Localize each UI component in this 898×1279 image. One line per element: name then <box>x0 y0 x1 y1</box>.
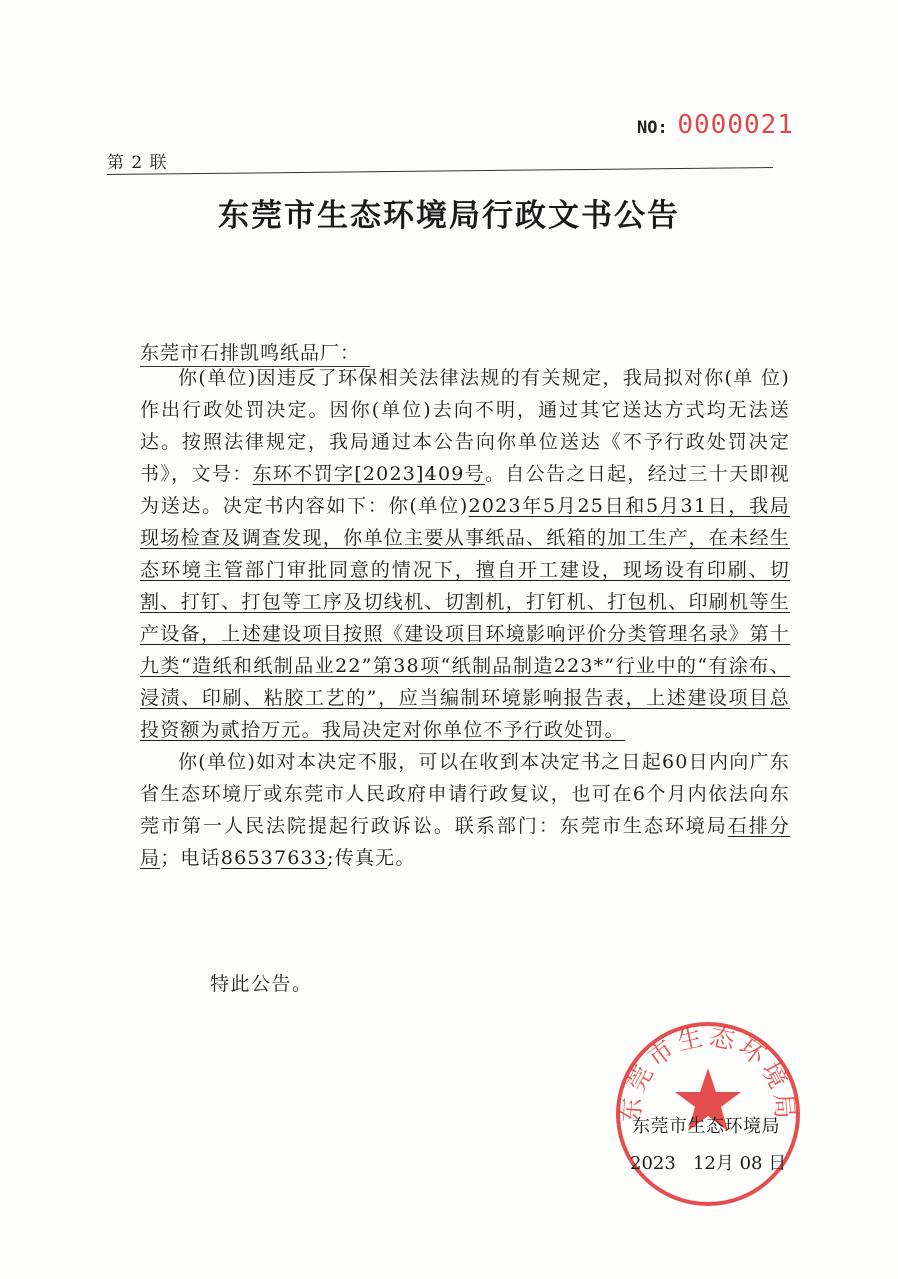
issuer-name: 东莞市生态环境局 <box>632 1116 780 1137</box>
branch-office: 石排分局 <box>140 815 790 869</box>
document-number: 东环不罚字[2023]409号 <box>252 463 485 485</box>
paragraph-appeal <box>140 746 790 874</box>
copy-label: 第 2 联 <box>107 153 168 173</box>
decision-content: 2023年5月25日和5月31日，我局现场检查及调查发现，你单位主要从事纸品、纸箱的加工生产，在未经生态环境主管部门审批同意的情况下，擅自开工建设，现场设有印刷、切割、打钉、打包等工序及切线机、切割机，打钉机、打包机、印刷机等生产设备，上述建设项目按照《建设项目环境影响评价分类管理名录》第十九类“造纸和纸制品业22”第38项“纸制品制造223*”行业中的“有涂布、浸渍、印刷、粘胶工艺的”，应当编制环境影响报告表，上述建设项目总投资额为贰拾万元。我局决定对你单位不予行政处罚。 <box>140 495 790 741</box>
serial-number-block <box>637 110 794 140</box>
paragraph-text: ；电话 <box>160 847 221 869</box>
page-title: 东莞市生态环境局行政文书公告 <box>218 198 680 234</box>
recipient: 东莞市石排凯鸣纸品厂： <box>140 340 370 367</box>
paragraph-text: 。自公告之日起，经过三十天即视为送达。决定书内容如下：你(单位) <box>140 463 790 517</box>
header-divider <box>107 167 773 175</box>
serial-label: NO: <box>637 118 668 138</box>
seal-text: 东莞市生态环境局 <box>616 1021 800 1124</box>
paragraph-text: 你(单位)如对本决定不服，可以在收到本决定书之日起60日内向广东省生态环境厅或东莞市人民政府申请行政复议，也可在6个月内依法向东莞市第一人民法院提起行政诉讼。联系部门：东莞市生态环境局 <box>140 751 790 837</box>
issue-year: 2023 <box>630 1153 676 1174</box>
paragraph-text: 你(单位)因违反了环保相关法律法规的有关规定，我局拟对你(单 位)作出行政处罚决定。因你(单位)去向不明，通过其它送达方式均无法送达。按照法律规定，我局通过本公告向你单位送达《不予行政处罚决定书》，文号： <box>140 367 790 485</box>
paragraph-decision <box>140 362 790 746</box>
issue-month-day: 12月 08 日 <box>692 1153 787 1174</box>
closing-line: 特此公告。 <box>210 973 313 995</box>
phone-number: 86537633 <box>220 847 328 869</box>
issue-date <box>630 1149 786 1175</box>
paragraph-text: ;传真无。 <box>327 847 416 869</box>
serial-number: 0000021 <box>677 110 794 140</box>
notice-body <box>140 362 790 874</box>
